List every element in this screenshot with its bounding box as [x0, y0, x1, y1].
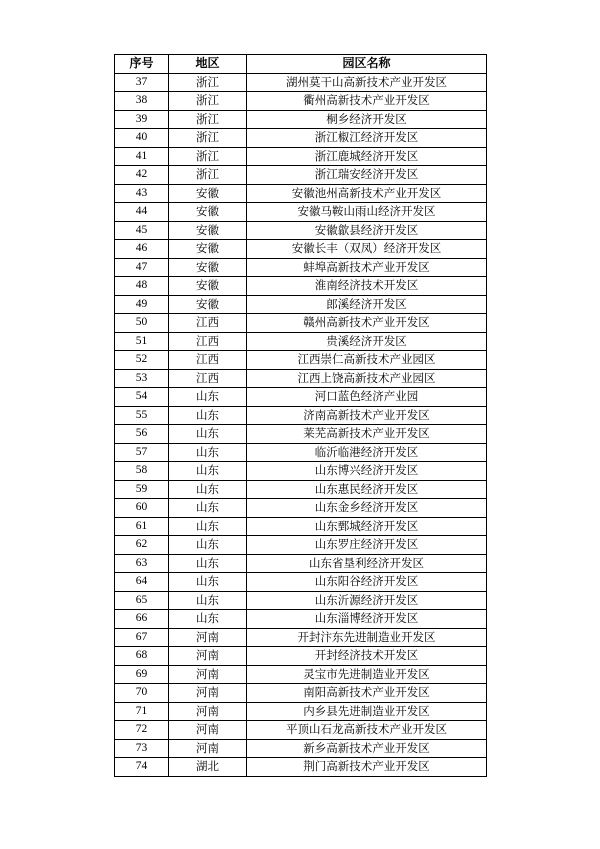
table-row	[115, 425, 487, 444]
industrial-park-table	[114, 54, 487, 777]
header-seq: 序号	[115, 55, 169, 74]
table-row	[115, 147, 487, 166]
table-row	[115, 332, 487, 351]
cell-seq: 47	[115, 258, 169, 277]
cell-seq: 52	[115, 351, 169, 370]
table-row	[115, 184, 487, 203]
cell-region: 安徽	[169, 258, 247, 277]
cell-region: 山东	[169, 499, 247, 518]
cell-park-name: 山东博兴经济开发区	[247, 462, 487, 481]
table-row	[115, 110, 487, 129]
cell-region: 山东	[169, 517, 247, 536]
cell-region: 安徽	[169, 277, 247, 296]
cell-region: 湖北	[169, 758, 247, 777]
table-row	[115, 684, 487, 703]
cell-park-name: 新乡高新技术产业开发区	[247, 739, 487, 758]
table-row	[115, 295, 487, 314]
cell-park-name: 浙江椒江经济开发区	[247, 129, 487, 148]
cell-region: 山东	[169, 554, 247, 573]
cell-region: 安徽	[169, 203, 247, 222]
table-row	[115, 129, 487, 148]
cell-park-name: 淮南经济技术开发区	[247, 277, 487, 296]
cell-seq: 62	[115, 536, 169, 555]
table-row	[115, 536, 487, 555]
cell-park-name: 山东沂源经济开发区	[247, 591, 487, 610]
cell-seq: 72	[115, 721, 169, 740]
cell-park-name: 山东鄄城经济开发区	[247, 517, 487, 536]
cell-seq: 37	[115, 73, 169, 92]
cell-park-name: 赣州高新技术产业开发区	[247, 314, 487, 333]
cell-seq: 41	[115, 147, 169, 166]
cell-region: 山东	[169, 480, 247, 499]
cell-park-name: 安徽长丰（双凤）经济开发区	[247, 240, 487, 259]
table-row	[115, 573, 487, 592]
table-row	[115, 739, 487, 758]
cell-seq: 46	[115, 240, 169, 259]
cell-park-name: 荆门高新技术产业开发区	[247, 758, 487, 777]
cell-park-name: 贵溪经济开发区	[247, 332, 487, 351]
cell-seq: 73	[115, 739, 169, 758]
cell-seq: 65	[115, 591, 169, 610]
table-row	[115, 240, 487, 259]
cell-seq: 50	[115, 314, 169, 333]
cell-park-name: 浙江瑞安经济开发区	[247, 166, 487, 185]
cell-seq: 38	[115, 92, 169, 111]
table-row	[115, 480, 487, 499]
table-row	[115, 166, 487, 185]
cell-region: 浙江	[169, 147, 247, 166]
table-row	[115, 665, 487, 684]
cell-park-name: 灵宝市先进制造业开发区	[247, 665, 487, 684]
cell-region: 江西	[169, 351, 247, 370]
table-row	[115, 647, 487, 666]
cell-seq: 53	[115, 369, 169, 388]
cell-seq: 55	[115, 406, 169, 425]
cell-region: 河南	[169, 628, 247, 647]
cell-seq: 44	[115, 203, 169, 222]
header-park-name: 园区名称	[247, 55, 487, 74]
table-row	[115, 758, 487, 777]
cell-seq: 48	[115, 277, 169, 296]
cell-seq: 63	[115, 554, 169, 573]
cell-region: 河南	[169, 684, 247, 703]
cell-seq: 56	[115, 425, 169, 444]
cell-park-name: 蚌埠高新技术产业开发区	[247, 258, 487, 277]
cell-seq: 67	[115, 628, 169, 647]
cell-region: 安徽	[169, 221, 247, 240]
cell-park-name: 江西崇仁高新技术产业园区	[247, 351, 487, 370]
cell-region: 山东	[169, 425, 247, 444]
cell-region: 山东	[169, 591, 247, 610]
cell-region: 山东	[169, 443, 247, 462]
cell-park-name: 安徽马鞍山雨山经济开发区	[247, 203, 487, 222]
table-row	[115, 721, 487, 740]
cell-park-name: 安徽池州高新技术产业开发区	[247, 184, 487, 203]
cell-region: 河南	[169, 665, 247, 684]
table-row	[115, 277, 487, 296]
table-row	[115, 462, 487, 481]
cell-seq: 49	[115, 295, 169, 314]
table-row	[115, 591, 487, 610]
cell-park-name: 临沂临港经济开发区	[247, 443, 487, 462]
cell-seq: 74	[115, 758, 169, 777]
table-row	[115, 702, 487, 721]
cell-region: 河南	[169, 702, 247, 721]
cell-region: 浙江	[169, 166, 247, 185]
cell-park-name: 山东阳谷经济开发区	[247, 573, 487, 592]
table-row	[115, 258, 487, 277]
table-row	[115, 221, 487, 240]
cell-region: 山东	[169, 388, 247, 407]
table-row	[115, 203, 487, 222]
cell-region: 浙江	[169, 73, 247, 92]
table-row	[115, 554, 487, 573]
cell-region: 山东	[169, 462, 247, 481]
cell-park-name: 江西上饶高新技术产业园区	[247, 369, 487, 388]
cell-region: 山东	[169, 536, 247, 555]
cell-seq: 61	[115, 517, 169, 536]
cell-park-name: 山东省垦利经济开发区	[247, 554, 487, 573]
cell-park-name: 莱芜高新技术产业开发区	[247, 425, 487, 444]
cell-seq: 51	[115, 332, 169, 351]
cell-region: 浙江	[169, 92, 247, 111]
table-row	[115, 443, 487, 462]
cell-region: 浙江	[169, 110, 247, 129]
cell-region: 河南	[169, 647, 247, 666]
cell-region: 安徽	[169, 295, 247, 314]
cell-park-name: 平顶山石龙高新技术产业开发区	[247, 721, 487, 740]
cell-seq: 39	[115, 110, 169, 129]
cell-park-name: 南阳高新技术产业开发区	[247, 684, 487, 703]
cell-region: 浙江	[169, 129, 247, 148]
cell-seq: 42	[115, 166, 169, 185]
cell-region: 河南	[169, 739, 247, 758]
cell-region: 山东	[169, 406, 247, 425]
cell-seq: 64	[115, 573, 169, 592]
cell-park-name: 桐乡经济开发区	[247, 110, 487, 129]
cell-seq: 66	[115, 610, 169, 629]
cell-park-name: 山东金乡经济开发区	[247, 499, 487, 518]
cell-seq: 59	[115, 480, 169, 499]
cell-region: 江西	[169, 332, 247, 351]
table-row	[115, 351, 487, 370]
cell-seq: 68	[115, 647, 169, 666]
table-row	[115, 314, 487, 333]
table-row	[115, 406, 487, 425]
cell-seq: 69	[115, 665, 169, 684]
cell-region: 山东	[169, 610, 247, 629]
cell-region: 江西	[169, 369, 247, 388]
cell-seq: 71	[115, 702, 169, 721]
cell-seq: 45	[115, 221, 169, 240]
table-row	[115, 369, 487, 388]
cell-seq: 57	[115, 443, 169, 462]
header-region: 地区	[169, 55, 247, 74]
cell-park-name: 山东罗庄经济开发区	[247, 536, 487, 555]
table-row	[115, 73, 487, 92]
cell-park-name: 郎溪经济开发区	[247, 295, 487, 314]
cell-park-name: 开封汴东先进制造业开发区	[247, 628, 487, 647]
table-header-row	[115, 55, 487, 74]
cell-region: 河南	[169, 721, 247, 740]
table-row	[115, 517, 487, 536]
cell-seq: 60	[115, 499, 169, 518]
table-row	[115, 610, 487, 629]
cell-park-name: 济南高新技术产业开发区	[247, 406, 487, 425]
cell-park-name: 河口蓝色经济产业园	[247, 388, 487, 407]
cell-region: 山东	[169, 573, 247, 592]
table-row	[115, 499, 487, 518]
cell-park-name: 衢州高新技术产业开发区	[247, 92, 487, 111]
cell-park-name: 开封经济技术开发区	[247, 647, 487, 666]
cell-park-name: 安徽歙县经济开发区	[247, 221, 487, 240]
cell-park-name: 湖州莫干山高新技术产业开发区	[247, 73, 487, 92]
cell-seq: 54	[115, 388, 169, 407]
cell-park-name: 浙江鹿城经济开发区	[247, 147, 487, 166]
cell-park-name: 内乡县先进制造业开发区	[247, 702, 487, 721]
cell-park-name: 山东惠民经济开发区	[247, 480, 487, 499]
cell-seq: 43	[115, 184, 169, 203]
table-row	[115, 92, 487, 111]
cell-park-name: 山东淄博经济开发区	[247, 610, 487, 629]
cell-region: 江西	[169, 314, 247, 333]
table-row	[115, 388, 487, 407]
table-row	[115, 628, 487, 647]
cell-seq: 40	[115, 129, 169, 148]
cell-region: 安徽	[169, 184, 247, 203]
cell-region: 安徽	[169, 240, 247, 259]
cell-seq: 58	[115, 462, 169, 481]
cell-seq: 70	[115, 684, 169, 703]
